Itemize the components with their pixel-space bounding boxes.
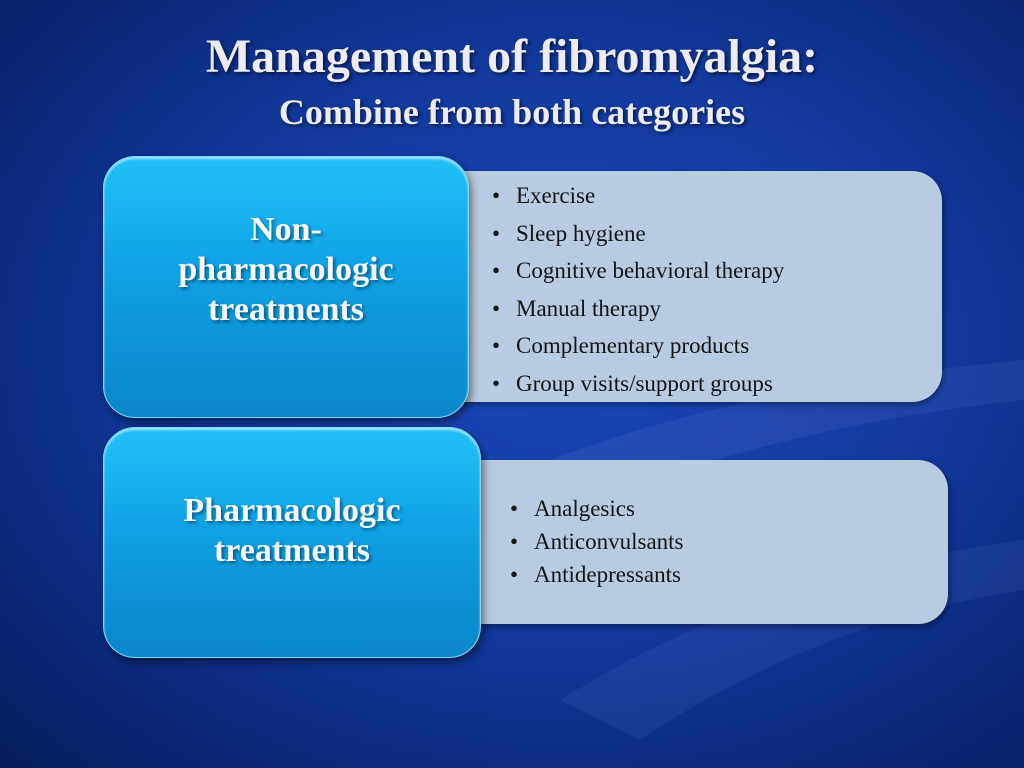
list-item: • Cognitive behavioral therapy — [490, 252, 784, 290]
pharmacologic-items-panel — [440, 460, 948, 624]
list-item: • Antidepressants — [508, 558, 684, 591]
list-item: • Complementary products — [490, 327, 784, 365]
pharmacologic-heading: Pharmacologic treatments — [183, 491, 401, 569]
non-pharmacologic-list — [490, 177, 784, 402]
non-pharmacologic-items-panel — [430, 171, 942, 402]
list-item: • Manual therapy — [490, 290, 784, 328]
pharmacologic-list — [508, 492, 684, 591]
list-item: • Group visits/support groups — [490, 365, 784, 403]
list-item: • Anticonvulsants — [508, 525, 684, 558]
list-item: • Sleep hygiene — [490, 215, 784, 253]
slide-subtitle: Combine from both categories — [278, 92, 746, 132]
non-pharmacologic-heading: Non- pharmacologic treatments — [178, 211, 394, 328]
list-item: • Exercise — [490, 177, 784, 215]
pharmacologic-card — [103, 427, 481, 658]
list-item: • Analgesics — [508, 492, 684, 525]
slide-title-block — [0, 28, 1024, 134]
slide-title: Management of fibromyalgia: — [205, 30, 819, 83]
non-pharmacologic-card — [103, 156, 469, 418]
